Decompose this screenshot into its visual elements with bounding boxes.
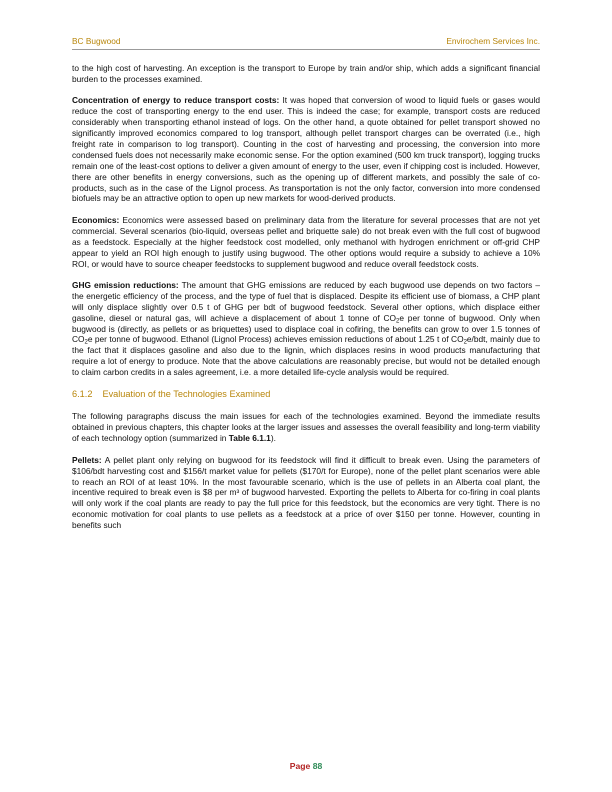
paragraph-pellets-text: A pellet plant only relying on bugwood for its feedstock will find it difficult to break even. Using the parameters of $106/bdt harvesting cost and $156/t market value for pellets ($170/t for Europe), none of the pellet plant scenarios were able to reach an ROI of at least 10%. In the most favourable scenario, which is the use of pellets in an Alberta coal plant, the incentive required to break even is $8 per m³ of bugwood harvested. Exporting the pellets to Alberta for co-firing in coal plants will only work if the coal plants are ready to pay the full price for this feedstock, but the economics are very tight. There is no economic motivation for coal plants to use pellets as a feedstock at a price of over $150 per tonne. However, counting in benefits such [72,454,540,531]
paragraph-1: to the high cost of harvesting. An exception is the transport to Europe by train and/or ship, which adds a significant financial burden to the processes examined. [72,63,540,84]
page-header [72,36,540,50]
paragraph-pellets [72,455,540,531]
paragraph-ghg [72,280,540,378]
paragraph-transport-heading: Concentration of energy to reduce transport costs: [72,95,280,106]
subscript-2: 2 [463,339,467,346]
table-reference-link: Table 6.1.1 [228,433,271,444]
page-body [72,63,540,542]
paragraph-ghg-text-a: The amount that GHG emissions are reduced by each bugwood use depends on two factors – the energetic efficiency of the process, and the type of fuel that is displaced. Despite its efficient use of biomass, a CHP plant will only displace slightly over 0.5 t of GHG per bdt of bugwood feedstock. Several other options, which displace either gasoline, diesel or natural gas, will achieve a displacement of about 1 tonne of CO [72,279,541,323]
paragraph-economics [72,215,540,270]
page-footer [0,761,612,771]
paragraph-intro-text-a: The following paragraphs discuss the main issues for each of the technologies examined. Beyond the immediate results obtained in previous chapters, this chapter looks at the larger issues and assesses the overall feasibility and long-term viability of each technology option (summarized in [72,411,540,444]
paragraph-ghg-heading: GHG emission reductions: [72,279,179,290]
paragraph-transport [72,95,540,204]
section-number: 6.1.2 [72,388,93,399]
paragraph-economics-heading: Economics: [72,214,120,225]
subscript-2: 2 [84,339,88,346]
paragraph-transport-text: It was hoped that conversion of wood to liquid fuels or gases would reduce the cost of transporting energy to the end user. This is indeed the case; for example, transport costs are reduced considerably when transporting ethanol instead of logs. On the other hand, a quote obtained for pellet transport showed no significantly improved economics compared to log transport, although pellet transport charges can be overrated (i.e., high freight rate in comparison to log transport). Counting in the cost of harvesting and processing, the conversion into more condensed fuels does not necessarily make economic sense. For the option examined (500 km truck transport), logging trucks remain one of the least-cost options to deliver a given amount of energy to the user, even if chipping cost is included. However, there are other benefits in energy conversions, such as the opening up of different markets, and possibly the sale of co-products, such as in the case of the Lignol process. As transportation is not the only factor, conversion into more condensed biofuels may be an attractive option to open up new markets for wood-derived products. [72,95,540,204]
paragraph-intro [72,411,540,444]
paragraph-pellets-heading: Pellets: [72,454,102,465]
section-title: Evaluation of the Technologies Examined [102,388,271,399]
header-left: BC Bugwood [72,36,121,46]
paragraph-intro-text-b: ). [270,433,276,444]
footer-label: Page [289,761,311,771]
subscript-2: 2 [396,318,400,325]
paragraph-ghg-text-d: e/bdt, mainly due to the fact that it displaces gasoline and also due to the lignin, which displaces resins in wood products manufacturing that require a lot of energy to produce. Note that the above calculations are reasonably precise, but would not be detailed enough to claim carbon credits in a sales agreement, i.e. a more detailed life-cycle analysis would be required. [72,334,540,378]
paragraph-economics-text: Economics were assessed based on preliminary data from the literature for several processes that are not yet commercial. Several scenarios (bio-liquid, overseas pellet and briquette sale) do not break even with the full cost of bugwood as a feedstock. Especially at the higher feedstock cost modelled, only methanol with hydrogen enrichment or off-grid CHP appear to yield an ROI high enough to justify using bugwood. The other options would require a subsidy to achieve a 10% ROI, or would have to source cheaper feedstocks to supplement bugwood and reduce overall feedstock costs. [72,214,540,269]
header-right: Envirochem Services Inc. [446,36,540,46]
section-heading [72,389,540,400]
page-number: 88 [312,761,323,771]
paragraph-ghg-text-c: e per tonne of bugwood. Ethanol (Lignol Process) achieves emission reductions of about 1.25 t of CO [87,334,464,345]
paragraph-ghg-text-b: e per tonne of bugwood. Only when bugwood is (directly, as pellets or as briquettes) used to displace coal in cofiring, the benefits can grow to over 1.5 tonnes of CO [72,312,540,345]
